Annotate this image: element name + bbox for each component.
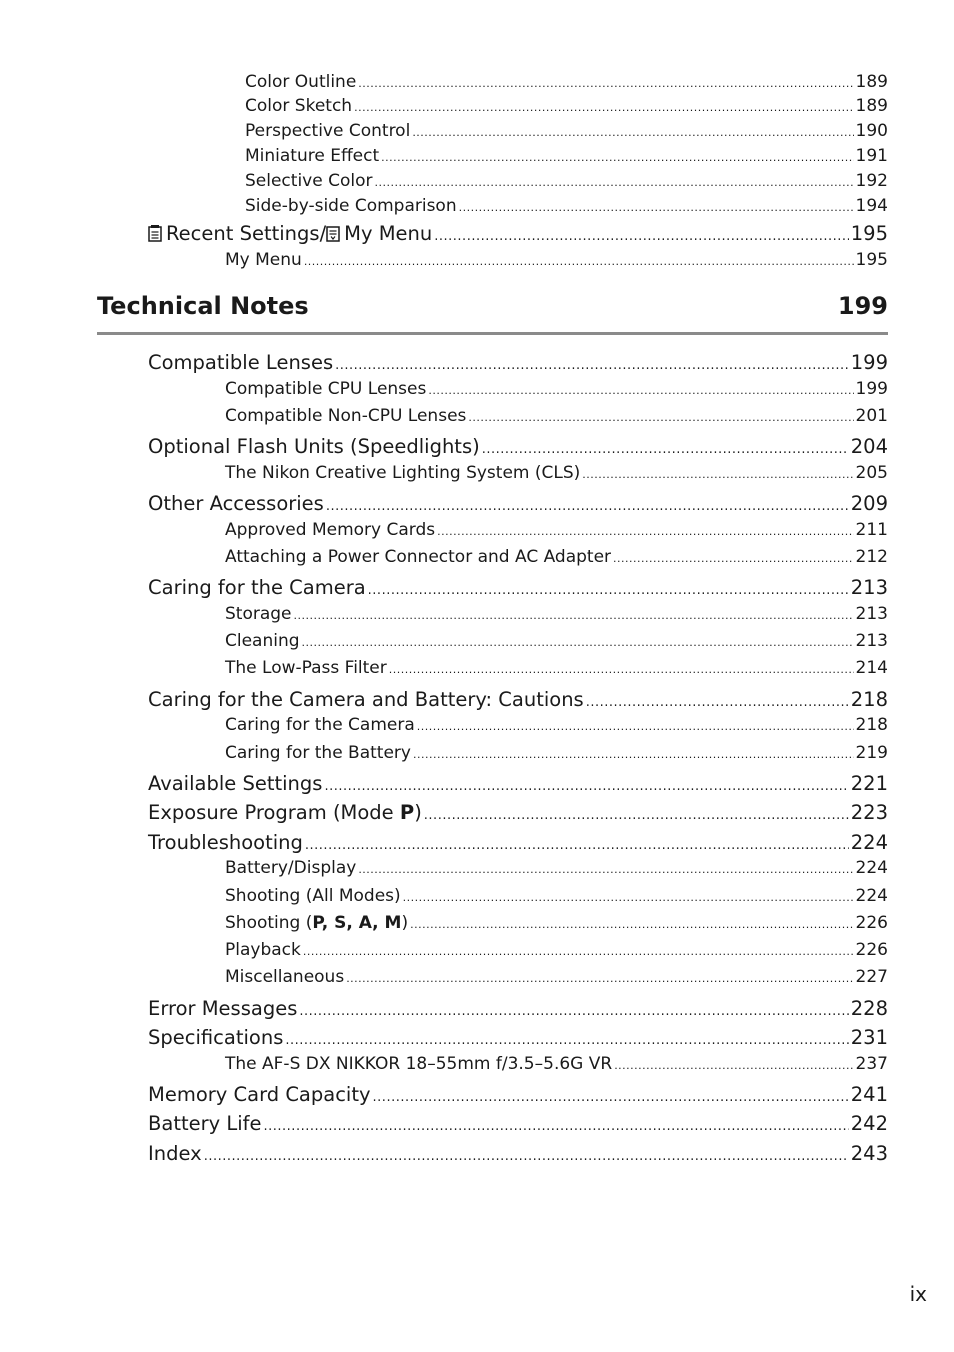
dot-leader (326, 492, 849, 515)
dot-leader (346, 967, 853, 987)
entry-page: 218 (850, 688, 888, 711)
dot-leader (614, 1054, 853, 1074)
toc-entry[interactable] (148, 801, 888, 824)
toc-entry[interactable] (148, 576, 888, 599)
entry-page: 241 (850, 1083, 888, 1106)
entry-title: The Low-Pass Filter (225, 658, 387, 678)
toc-entry[interactable] (148, 1083, 888, 1106)
entry-title: Selective Color (245, 171, 373, 191)
entry-page: 190 (855, 121, 888, 141)
dot-leader (358, 72, 853, 92)
recent-settings-icon (148, 224, 162, 242)
entry-page: 205 (855, 463, 888, 483)
entry-page: 199 (855, 379, 888, 399)
toc-entry[interactable] (225, 406, 888, 426)
dot-leader (381, 146, 853, 166)
entry-title: Battery/Display (225, 858, 357, 878)
dot-leader (468, 406, 853, 426)
entry-page: 199 (850, 351, 888, 374)
entry-title: Perspective Control (245, 121, 411, 141)
entry-title: Exposure Program (Mode P) (148, 801, 422, 824)
dot-leader (586, 688, 849, 711)
entry-title: Compatible CPU Lenses (225, 379, 427, 399)
entry-title: Color Outline (245, 72, 357, 92)
dot-leader (413, 743, 854, 763)
dot-leader (459, 196, 854, 216)
entry-page: 214 (855, 658, 888, 678)
entry-page: 189 (855, 96, 888, 116)
toc-entry[interactable] (225, 379, 888, 399)
entry-page: 218 (855, 715, 888, 735)
toc-entry[interactable] (225, 547, 888, 567)
dot-leader (303, 940, 854, 960)
entry-title: Available Settings (148, 772, 323, 795)
toc-entry[interactable] (148, 1142, 888, 1165)
entry-page: 211 (855, 520, 888, 540)
dot-leader (368, 576, 849, 599)
dot-leader (305, 831, 849, 854)
entry-title: Index (148, 1142, 202, 1165)
entry-page: 194 (855, 196, 888, 216)
dot-leader (299, 997, 848, 1020)
entry-title: Compatible Non-CPU Lenses (225, 406, 467, 426)
dot-leader (424, 801, 849, 824)
entry-page: 219 (855, 743, 888, 763)
entry-title: Specifications (148, 1026, 284, 1049)
entry-page: 226 (855, 913, 888, 933)
toc-entry[interactable] (225, 1054, 888, 1074)
entry-title: Caring for the Camera (148, 576, 366, 599)
entry-page: 224 (855, 858, 888, 878)
entry-page: 204 (850, 435, 888, 458)
dot-leader (410, 913, 853, 933)
toc-entry[interactable] (225, 250, 888, 270)
entry-title: Cleaning (225, 631, 300, 651)
toc-entry[interactable] (225, 463, 888, 483)
entry-page: 209 (850, 492, 888, 515)
entry-page: 228 (850, 997, 888, 1020)
dot-leader (373, 1083, 849, 1106)
entry-page: 191 (855, 146, 888, 166)
entry-title: Battery Life (148, 1112, 262, 1135)
toc-entry[interactable] (245, 196, 888, 216)
toc-entry[interactable] (225, 858, 888, 878)
dot-leader (302, 631, 854, 651)
toc-entry[interactable] (225, 967, 888, 987)
toc-entry[interactable] (225, 604, 888, 624)
toc-entry[interactable] (148, 1026, 888, 1049)
section-title: Technical Notes (97, 292, 309, 320)
dot-leader (354, 96, 853, 116)
dot-leader (412, 121, 853, 141)
entry-page: 224 (855, 886, 888, 906)
entry-title: Optional Flash Units (Speedlights) (148, 435, 480, 458)
entry-title-a: Recent Settings/ (166, 222, 327, 245)
toc-entry[interactable] (148, 492, 888, 515)
entry-page: 213 (855, 604, 888, 624)
dot-leader (389, 658, 854, 678)
entry-title: Color Sketch (245, 96, 353, 116)
entry-title: Caring for the Camera and Battery: Cautions (148, 688, 584, 711)
entry-title: Caring for the Battery (225, 743, 411, 763)
entry-page: 189 (855, 72, 888, 92)
entry-page: 213 (855, 631, 888, 651)
entry-title: Shooting (P, S, A, M) (225, 913, 409, 933)
toc-entry-recent-settings[interactable] (148, 222, 888, 245)
entry-page: 224 (850, 831, 888, 854)
section-heading[interactable] (97, 292, 888, 335)
toc-entry[interactable] (148, 688, 888, 711)
toc-entry[interactable] (245, 146, 888, 166)
dot-leader (613, 547, 854, 567)
toc-entry[interactable] (245, 96, 888, 116)
section-page: 199 (837, 292, 888, 320)
toc-entry[interactable] (225, 743, 888, 763)
toc-entry[interactable] (225, 715, 888, 735)
toc-entry[interactable] (148, 772, 888, 795)
entry-page: 221 (850, 772, 888, 795)
toc-entry[interactable] (225, 913, 888, 933)
entry-title: Shooting (All Modes) (225, 886, 401, 906)
entry-page: 195 (855, 250, 888, 270)
entry-title-b: My Menu (344, 222, 433, 245)
entry-page: 242 (850, 1112, 888, 1135)
entry-page: 243 (850, 1142, 888, 1165)
dot-leader (285, 1026, 848, 1049)
page-number: ix (909, 1282, 927, 1306)
dot-leader (437, 520, 853, 540)
toc-entry[interactable] (148, 831, 888, 854)
entry-title: Error Messages (148, 997, 298, 1020)
entry-title: Attaching a Power Connector and AC Adapter (225, 547, 612, 567)
dot-leader (204, 1142, 849, 1165)
toc-entry[interactable] (225, 658, 888, 678)
dot-leader (482, 435, 849, 458)
entry-page: 227 (855, 967, 888, 987)
entry-title: Approved Memory Cards (225, 520, 436, 540)
entry-title: The Nikon Creative Lighting System (CLS) (225, 463, 581, 483)
entry-page: 195 (850, 222, 888, 245)
entry-title: The AF-S DX NIKKOR 18–55mm f/3.5–5.6G VR (225, 1054, 613, 1074)
entry-title: Side-by-side Comparison (245, 196, 457, 216)
entry-page: 201 (855, 406, 888, 426)
entry-title: Compatible Lenses (148, 351, 334, 374)
entry-page: 231 (850, 1026, 888, 1049)
dot-leader (403, 886, 854, 906)
toc-entry[interactable] (148, 997, 888, 1020)
entry-page: 223 (850, 801, 888, 824)
toc-entry[interactable] (245, 171, 888, 191)
toc-entry[interactable] (225, 520, 888, 540)
toc-entry[interactable] (148, 435, 888, 458)
toc-entry[interactable] (225, 631, 888, 651)
toc-entry[interactable] (148, 351, 888, 374)
entry-page: 212 (855, 547, 888, 567)
dot-leader (434, 222, 849, 245)
entry-title: Storage (225, 604, 292, 624)
dot-leader (374, 171, 853, 191)
entry-title: Playback (225, 940, 301, 960)
dot-leader (428, 379, 853, 399)
dot-leader (582, 463, 853, 483)
toc-entry[interactable] (148, 1112, 888, 1135)
dot-leader (358, 858, 853, 878)
toc-entry[interactable] (225, 940, 888, 960)
dot-leader (335, 351, 849, 374)
entry-title: My Menu (225, 250, 302, 270)
my-menu-icon (326, 224, 340, 242)
dot-leader (417, 715, 854, 735)
entry-title: Caring for the Camera (225, 715, 415, 735)
toc-entry[interactable] (225, 886, 888, 906)
entry-title: Other Accessories (148, 492, 324, 515)
entry-title: Miniature Effect (245, 146, 380, 166)
entry-page: 237 (855, 1054, 888, 1074)
entry-page: 192 (855, 171, 888, 191)
toc-entry[interactable] (245, 121, 888, 141)
entry-title: Memory Card Capacity (148, 1083, 371, 1106)
dot-leader (324, 772, 848, 795)
toc-entry[interactable] (245, 72, 888, 92)
entry-title: Troubleshooting (148, 831, 303, 854)
entry-page: 226 (855, 940, 888, 960)
dot-leader (264, 1112, 849, 1135)
dot-leader (294, 604, 854, 624)
entry-title: Miscellaneous (225, 967, 345, 987)
dot-leader (304, 250, 854, 270)
entry-page: 213 (850, 576, 888, 599)
